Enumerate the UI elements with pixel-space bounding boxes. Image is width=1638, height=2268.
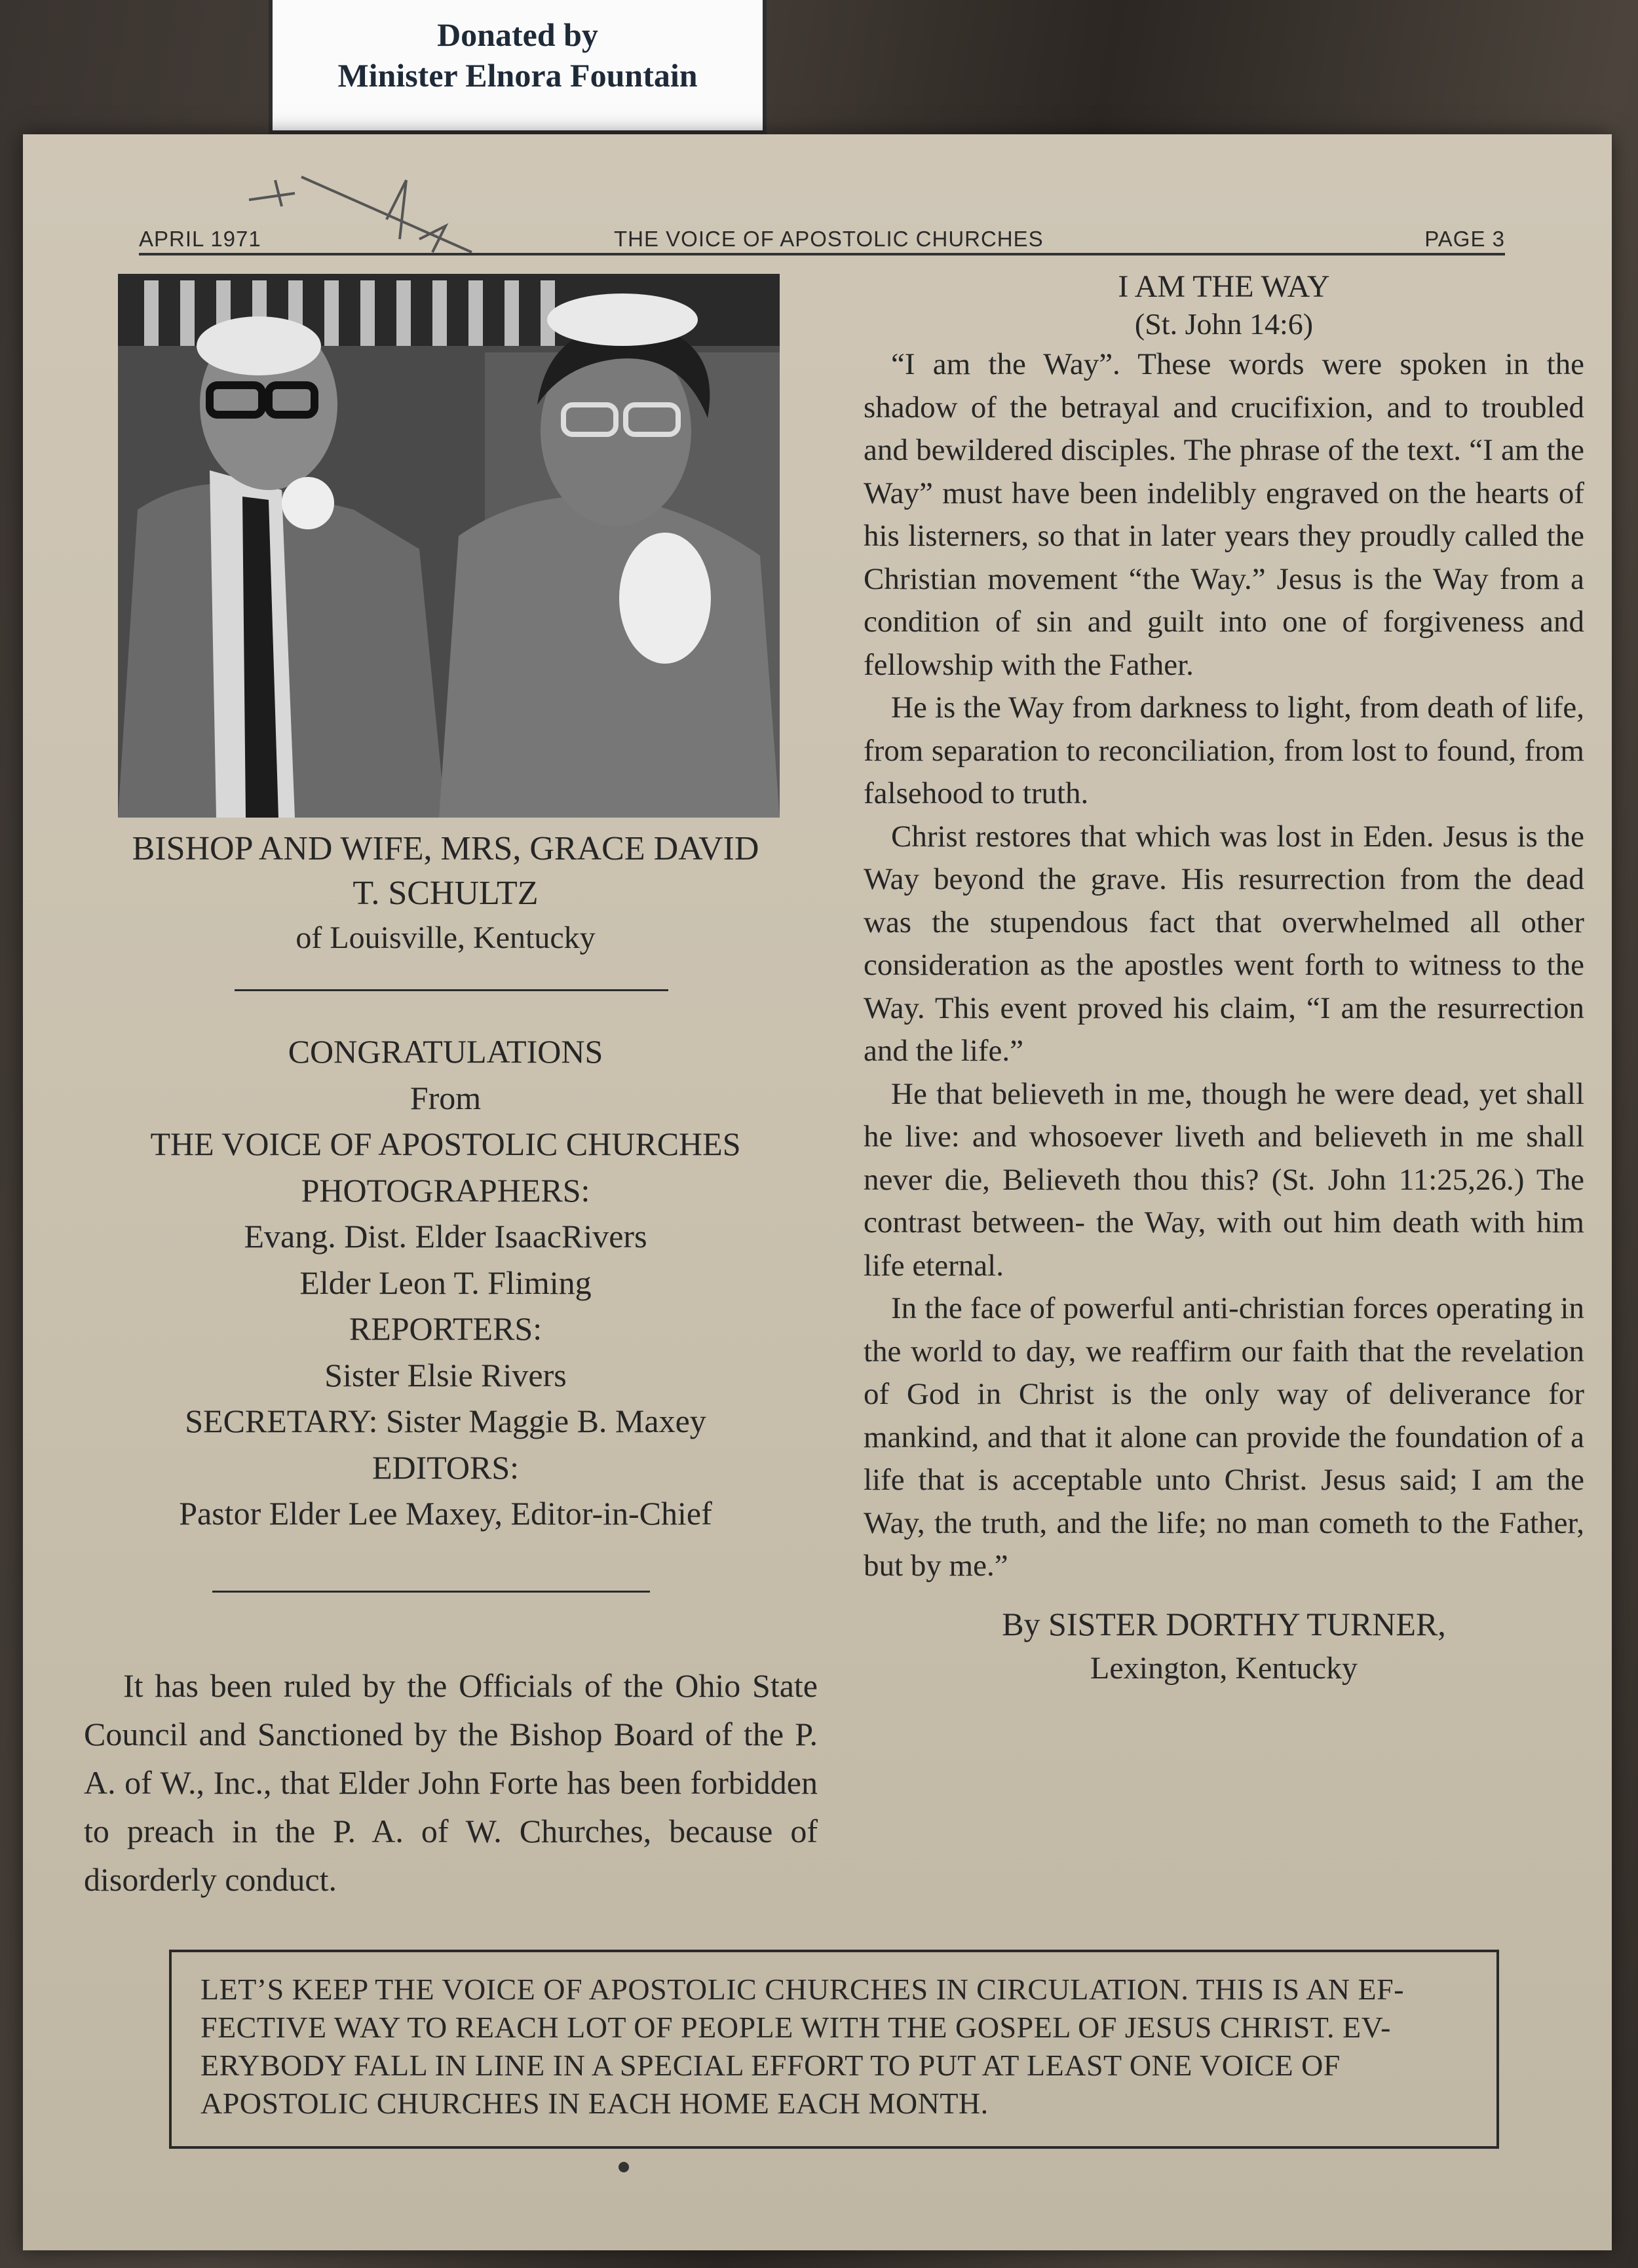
- credits-line: Pastor Elder Lee Maxey, Editor-in-Chief: [179, 1495, 712, 1532]
- article-byline-location: Lexington, Kentucky: [1090, 1650, 1358, 1686]
- ink-dot: [619, 2162, 629, 2172]
- photo-caption: [98, 827, 793, 960]
- article-reference: (St. John 14:6): [1134, 307, 1314, 341]
- credits-line: REPORTERS:: [349, 1310, 543, 1347]
- running-head: [139, 227, 1505, 255]
- divider-rule: [235, 989, 668, 991]
- article-paragraph: He that believeth in me, though he were dead, yet shall he live: and whosoever liveth and believeth in me shall never die, Believeth thou this? (St. John 11:25,26.) The contrast between- the Way, with out him death with him life eternal.: [864, 1076, 1584, 1283]
- page-number: PAGE 3: [1424, 227, 1505, 251]
- article-title: I AM THE WAY: [1118, 269, 1330, 304]
- article-i-am-the-way: [864, 269, 1584, 1690]
- credits-line: Elder Leon T. Fliming: [299, 1264, 592, 1301]
- donation-label-line1: Donated by: [437, 16, 598, 53]
- credits-line: Sister Elsie Rivers: [324, 1356, 567, 1393]
- credits-line: SECRETARY: Sister Maggie B. Maxey: [185, 1403, 706, 1439]
- caption-line1: BISHOP AND WIFE, MRS, GRACE DAVID: [132, 830, 759, 867]
- credits-line: Evang. Dist. Elder IsaacRivers: [244, 1218, 647, 1255]
- issue-date: APRIL 1971: [139, 227, 261, 251]
- article-paragraph: Christ restores that which was lost in Eden. Jesus is the Way beyond the grave. His resurrection from the dead was the stupendous fact that overwhelmed all other consideration as the apostles went forth to witness to the Way. This event proved his claim, “I am the resurrection and the life.”: [864, 819, 1584, 1068]
- credits-line: From: [410, 1079, 482, 1116]
- circulation-appeal-box: [169, 1950, 1499, 2149]
- bishop-and-wife-photo: [118, 274, 780, 818]
- appeal-line: LET’S KEEP THE VOICE OF APOSTOLIC CHURCHES IN CIRCULATION. THIS IS AN EF-: [200, 1973, 1405, 2006]
- appeal-line: ERYBODY FALL IN LINE IN A SPECIAL EFFORT TO PUT AT LEAST ONE VOICE OF: [200, 2049, 1341, 2082]
- caption-line2: T. SCHULTZ: [352, 875, 539, 912]
- credits-line: PHOTOGRAPHERS:: [301, 1171, 590, 1209]
- caption-line3: of Louisville, Kentucky: [295, 920, 596, 955]
- divider-rule: [212, 1591, 650, 1593]
- donation-label: [269, 0, 767, 134]
- staff-credits: [98, 1029, 793, 1537]
- appeal-line: APOSTOLIC CHURCHES IN EACH HOME EACH MONTH.: [200, 2087, 989, 2120]
- article-paragraph: In the face of powerful anti-christian forces operating in the world to day, we reaffirm our faith that the revelation of God in Christ is the only way of deliverance for mankind, and that it alone can provide the foundation of a life that is acceptable unto Christ. Jesus said; I am the Way, the truth, and the life; no man cometh to the Father, but by me.”: [864, 1291, 1584, 1583]
- disciplinary-notice: It has been ruled by the Officials of the Ohio State Council and Sanctioned by the Bishop Board of the P. A. of W., Inc., that Elder John Forte has been forbidden to preach in the P. A. of W. Churches, because of disorderly conduct.: [84, 1667, 818, 1898]
- article-byline: By SISTER DORTHY TURNER,: [1002, 1605, 1446, 1642]
- publication-name: THE VOICE OF APOSTOLIC CHURCHES: [614, 227, 1044, 251]
- credits-line: EDITORS:: [371, 1448, 520, 1486]
- credits-line: CONGRATULATIONS: [288, 1033, 603, 1070]
- article-paragraph: He is the Way from darkness to light, from death of life, from separation to reconciliation, from lost to found, from falsehood to truth.: [864, 690, 1584, 810]
- appeal-line: FECTIVE WAY TO REACH LOT OF PEOPLE WITH THE GOSPEL OF JESUS CHRIST. EV-: [200, 2011, 1391, 2044]
- credits-line: THE VOICE OF APOSTOLIC CHURCHES: [150, 1125, 741, 1162]
- donation-label-line2: Minister Elnora Fountain: [337, 57, 698, 94]
- article-paragraph: “I am the Way”. These words were spoken in the shadow of the betrayal and crucifixion, and to troubled and bewildered disciples. The phrase of the text. “I am the Way” must have been indelibly engraved on the hearts of his listerners, so that in later years they proudly called the Christian movement “the Way.” Jesus is the Way from a condition of sin and guilt into one of forgiveness and fellowship with the Father.: [864, 347, 1584, 682]
